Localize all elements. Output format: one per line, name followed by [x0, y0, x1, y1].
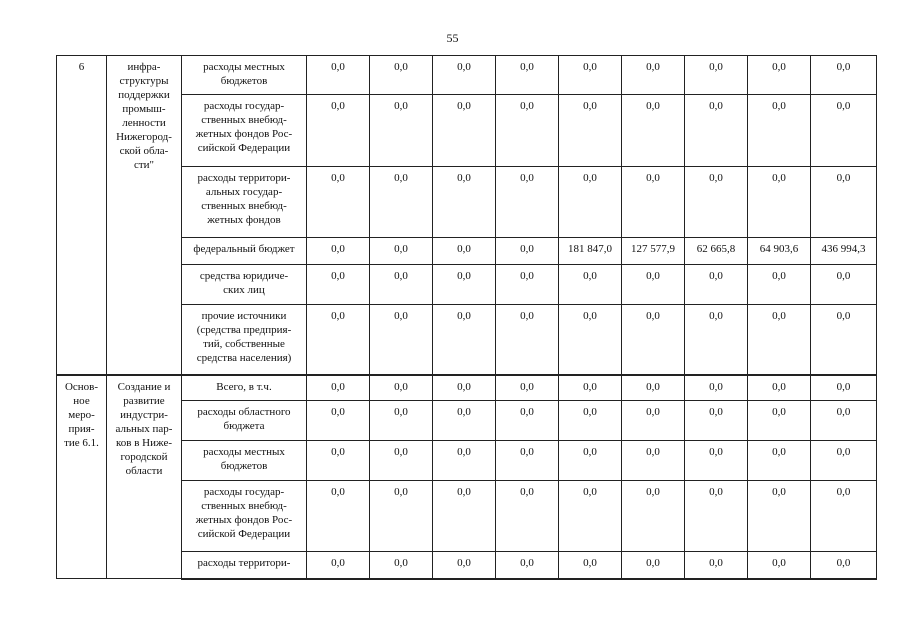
value-cell: 0,0 — [433, 95, 496, 167]
value-cell: 0,0 — [370, 375, 433, 401]
value-cell: 0,0 — [811, 95, 877, 167]
value-cell: 0,0 — [748, 401, 811, 441]
value-cell: 0,0 — [685, 481, 748, 552]
value-cell: 0,0 — [370, 401, 433, 441]
funding-source-label: расходы местных бюджетов — [182, 56, 307, 95]
row-group-title: инфра- структуры поддержки промыш- ленности Нижегород- ской обла- сти" — [107, 56, 182, 375]
value-cell: 0,0 — [433, 305, 496, 375]
value-cell: 0,0 — [685, 375, 748, 401]
funding-source-label: расходы территори- альных государ- ственных внебюд- жетных фондов — [182, 167, 307, 238]
value-cell: 0,0 — [433, 167, 496, 238]
value-cell: 0,0 — [622, 375, 685, 401]
value-cell: 0,0 — [559, 305, 622, 375]
value-cell: 0,0 — [433, 56, 496, 95]
value-cell: 0,0 — [307, 95, 370, 167]
value-cell: 64 903,6 — [748, 238, 811, 265]
funding-source-label: расходы областного бюджета — [182, 401, 307, 441]
value-cell: 0,0 — [622, 552, 685, 579]
value-cell: 0,0 — [748, 375, 811, 401]
value-cell: 0,0 — [307, 481, 370, 552]
value-cell: 0,0 — [811, 481, 877, 552]
value-cell: 0,0 — [748, 481, 811, 552]
value-cell: 0,0 — [496, 552, 559, 579]
value-cell: 0,0 — [622, 401, 685, 441]
value-cell: 0,0 — [307, 401, 370, 441]
budget-table — [56, 55, 877, 580]
value-cell: 127 577,9 — [622, 238, 685, 265]
value-cell: 0,0 — [370, 552, 433, 579]
value-cell: 0,0 — [622, 56, 685, 95]
value-cell: 0,0 — [811, 441, 877, 481]
value-cell: 0,0 — [370, 167, 433, 238]
value-cell: 0,0 — [685, 167, 748, 238]
value-cell: 0,0 — [811, 305, 877, 375]
value-cell: 0,0 — [559, 401, 622, 441]
value-cell: 0,0 — [433, 401, 496, 441]
value-cell: 0,0 — [811, 265, 877, 305]
value-cell: 0,0 — [685, 552, 748, 579]
value-cell: 0,0 — [748, 305, 811, 375]
value-cell: 0,0 — [496, 481, 559, 552]
value-cell: 0,0 — [307, 265, 370, 305]
value-cell: 62 665,8 — [685, 238, 748, 265]
page-number: 55 — [446, 31, 459, 45]
table-body — [57, 56, 877, 579]
table-row — [57, 56, 877, 95]
funding-source-label: расходы государ- ственных внебюд- жетных фондов Рос- сийской Федерации — [182, 95, 307, 167]
value-cell: 0,0 — [370, 305, 433, 375]
value-cell: 0,0 — [433, 265, 496, 305]
value-cell: 0,0 — [685, 401, 748, 441]
value-cell: 0,0 — [748, 552, 811, 579]
row-group-number: 6 — [57, 56, 107, 375]
value-cell: 0,0 — [496, 441, 559, 481]
value-cell: 0,0 — [496, 95, 559, 167]
value-cell: 0,0 — [622, 95, 685, 167]
funding-source-label: средства юридиче- ских лиц — [182, 265, 307, 305]
value-cell: 0,0 — [748, 265, 811, 305]
funding-source-label: расходы государ- ственных внебюд- жетных фондов Рос- сийской Федерации — [182, 481, 307, 552]
value-cell: 0,0 — [307, 441, 370, 481]
row-group-title: Создание и развитие индустри- альных пар- ков в Ниже- городской области — [107, 375, 182, 579]
value-cell: 0,0 — [496, 401, 559, 441]
table-row — [57, 375, 877, 401]
value-cell: 0,0 — [748, 56, 811, 95]
value-cell: 0,0 — [811, 56, 877, 95]
funding-source-label: федеральный бюджет — [182, 238, 307, 265]
value-cell: 0,0 — [748, 167, 811, 238]
value-cell: 0,0 — [559, 56, 622, 95]
value-cell: 0,0 — [433, 481, 496, 552]
value-cell: 0,0 — [685, 56, 748, 95]
value-cell: 0,0 — [559, 552, 622, 579]
value-cell: 0,0 — [370, 95, 433, 167]
value-cell: 0,0 — [433, 441, 496, 481]
value-cell: 0,0 — [496, 265, 559, 305]
value-cell: 0,0 — [622, 265, 685, 305]
value-cell: 0,0 — [370, 238, 433, 265]
value-cell: 436 994,3 — [811, 238, 877, 265]
value-cell: 0,0 — [496, 375, 559, 401]
value-cell: 0,0 — [496, 305, 559, 375]
value-cell: 0,0 — [307, 375, 370, 401]
value-cell: 0,0 — [496, 238, 559, 265]
funding-source-label: расходы местных бюджетов — [182, 441, 307, 481]
value-cell: 181 847,0 — [559, 238, 622, 265]
value-cell: 0,0 — [433, 375, 496, 401]
value-cell: 0,0 — [370, 265, 433, 305]
value-cell: 0,0 — [559, 375, 622, 401]
value-cell: 0,0 — [685, 95, 748, 167]
funding-source-label: прочие источники (средства предприя- тий, собственные средства населения) — [182, 305, 307, 375]
value-cell: 0,0 — [559, 95, 622, 167]
value-cell: 0,0 — [559, 441, 622, 481]
value-cell: 0,0 — [370, 481, 433, 552]
value-cell: 0,0 — [685, 441, 748, 481]
value-cell: 0,0 — [307, 552, 370, 579]
value-cell: 0,0 — [811, 167, 877, 238]
value-cell: 0,0 — [622, 441, 685, 481]
value-cell: 0,0 — [496, 167, 559, 238]
value-cell: 0,0 — [559, 167, 622, 238]
value-cell: 0,0 — [307, 56, 370, 95]
value-cell: 0,0 — [307, 167, 370, 238]
value-cell: 0,0 — [370, 441, 433, 481]
value-cell: 0,0 — [559, 265, 622, 305]
value-cell: 0,0 — [811, 552, 877, 579]
value-cell: 0,0 — [748, 441, 811, 481]
value-cell: 0,0 — [685, 265, 748, 305]
value-cell: 0,0 — [307, 305, 370, 375]
value-cell: 0,0 — [559, 481, 622, 552]
value-cell: 0,0 — [433, 238, 496, 265]
value-cell: 0,0 — [433, 552, 496, 579]
funding-source-label: расходы территори- — [182, 552, 307, 579]
value-cell: 0,0 — [307, 238, 370, 265]
value-cell: 0,0 — [811, 375, 877, 401]
row-group-number: Основ- ное меро- прия- тие 6.1. — [57, 375, 107, 579]
value-cell: 0,0 — [622, 481, 685, 552]
value-cell: 0,0 — [496, 56, 559, 95]
value-cell: 0,0 — [370, 56, 433, 95]
value-cell: 0,0 — [748, 95, 811, 167]
funding-source-label: Всего, в т.ч. — [182, 375, 307, 401]
value-cell: 0,0 — [811, 401, 877, 441]
value-cell: 0,0 — [622, 167, 685, 238]
value-cell: 0,0 — [622, 305, 685, 375]
value-cell: 0,0 — [685, 305, 748, 375]
